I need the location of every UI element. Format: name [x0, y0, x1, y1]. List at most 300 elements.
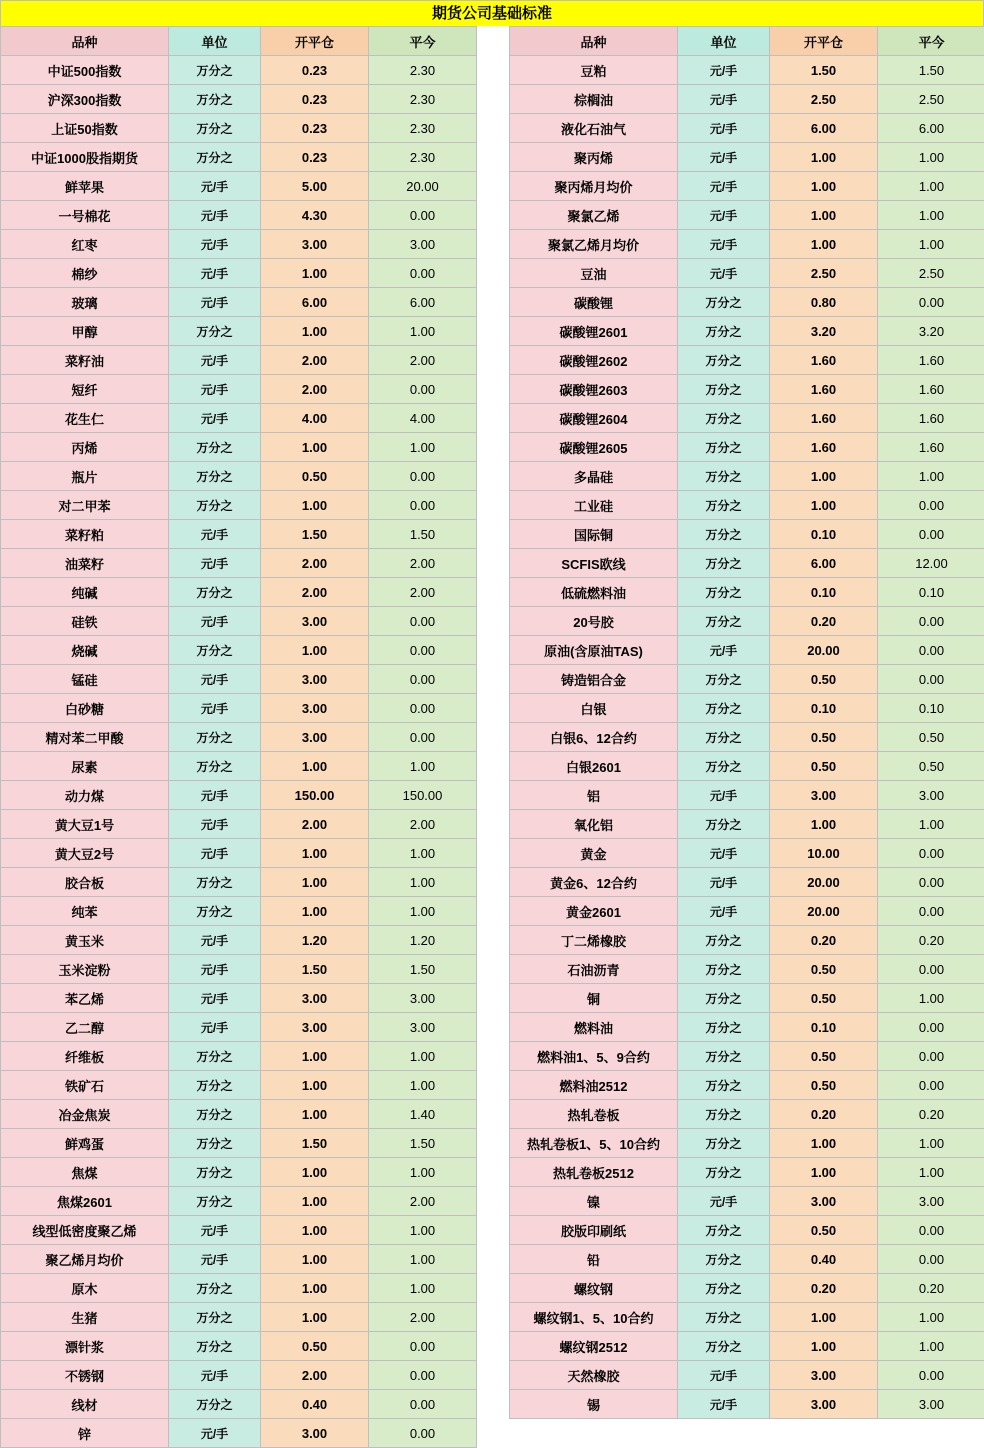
today-close-fee-cell: 0.00 [878, 520, 984, 549]
table-row [510, 172, 984, 201]
table-row [1, 607, 477, 636]
table-row [510, 1390, 984, 1419]
today-close-fee-cell: 0.00 [369, 694, 477, 723]
open-close-fee-cell: 0.10 [770, 578, 878, 607]
today-close-fee-cell: 2.00 [369, 810, 477, 839]
product-name-cell: 动力煤 [1, 781, 169, 810]
table-row [1, 404, 477, 433]
today-close-fee-cell: 1.00 [878, 1129, 984, 1158]
open-close-fee-cell: 0.50 [261, 1332, 369, 1361]
open-close-fee-cell: 1.00 [770, 143, 878, 172]
unit-cell: 万分之 [169, 56, 261, 85]
product-name-cell: 油菜籽 [1, 549, 169, 578]
unit-cell: 万分之 [169, 868, 261, 897]
table-row [1, 1303, 477, 1332]
open-close-fee-cell: 4.30 [261, 201, 369, 230]
product-name-cell: 镍 [510, 1187, 678, 1216]
unit-cell: 元/手 [169, 810, 261, 839]
table-row [1, 868, 477, 897]
open-close-fee-cell: 0.10 [770, 694, 878, 723]
product-name-cell: 原木 [1, 1274, 169, 1303]
open-close-fee-cell: 0.50 [770, 955, 878, 984]
unit-cell: 元/手 [169, 172, 261, 201]
unit-cell: 万分之 [678, 1013, 770, 1042]
open-close-fee-cell: 1.00 [261, 1274, 369, 1303]
open-close-fee-cell: 1.00 [770, 172, 878, 201]
table-row [1, 491, 477, 520]
product-name-cell: 聚丙烯 [510, 143, 678, 172]
table-row [510, 201, 984, 230]
table-row [1, 752, 477, 781]
today-close-fee-cell: 0.00 [369, 1332, 477, 1361]
today-close-fee-cell: 20.00 [369, 172, 477, 201]
open-close-fee-cell: 1.00 [261, 491, 369, 520]
product-name-cell: 丁二烯橡胶 [510, 926, 678, 955]
table-header-row [1, 27, 477, 56]
product-name-cell: 棕榈油 [510, 85, 678, 114]
table-row [510, 752, 984, 781]
open-close-fee-cell: 1.00 [261, 839, 369, 868]
open-close-fee-cell: 1.00 [261, 752, 369, 781]
open-close-fee-cell: 3.00 [261, 694, 369, 723]
table-row [1, 723, 477, 752]
unit-cell: 元/手 [169, 781, 261, 810]
product-name-cell: 聚氯乙烯月均价 [510, 230, 678, 259]
table-row [510, 984, 984, 1013]
today-close-fee-cell: 3.00 [878, 781, 984, 810]
product-name-cell: 锌 [1, 1419, 169, 1448]
unit-cell: 万分之 [678, 665, 770, 694]
unit-cell: 万分之 [678, 607, 770, 636]
product-name-cell: 碳酸锂2603 [510, 375, 678, 404]
today-close-fee-cell: 0.00 [369, 665, 477, 694]
today-close-fee-cell: 0.00 [369, 375, 477, 404]
table-row [510, 259, 984, 288]
open-close-fee-cell: 0.20 [770, 926, 878, 955]
product-name-cell: 铅 [510, 1245, 678, 1274]
table-row [510, 1187, 984, 1216]
unit-cell: 元/手 [169, 549, 261, 578]
today-close-fee-cell: 1.00 [369, 1158, 477, 1187]
table-row [510, 491, 984, 520]
table-row [510, 723, 984, 752]
product-name-cell: 黄大豆2号 [1, 839, 169, 868]
open-close-fee-cell: 3.00 [770, 1361, 878, 1390]
unit-cell: 元/手 [678, 114, 770, 143]
table-row [510, 839, 984, 868]
product-name-cell: 碳酸锂2602 [510, 346, 678, 375]
unit-cell: 万分之 [678, 1303, 770, 1332]
product-name-cell: 胶合板 [1, 868, 169, 897]
unit-cell: 元/手 [678, 839, 770, 868]
open-close-fee-cell: 1.00 [770, 1158, 878, 1187]
today-close-fee-cell: 0.00 [369, 636, 477, 665]
today-close-fee-cell: 0.00 [878, 839, 984, 868]
product-name-cell: 白银 [510, 694, 678, 723]
product-name-cell: 生猪 [1, 1303, 169, 1332]
open-close-fee-cell: 1.00 [770, 230, 878, 259]
unit-cell: 元/手 [169, 404, 261, 433]
open-close-fee-cell: 0.23 [261, 85, 369, 114]
today-close-fee-cell: 1.60 [878, 433, 984, 462]
product-name-cell: 低硫燃料油 [510, 578, 678, 607]
product-name-cell: 烧碱 [1, 636, 169, 665]
product-name-cell: 燃料油1、5、9合约 [510, 1042, 678, 1071]
product-name-cell: 碳酸锂 [510, 288, 678, 317]
open-close-fee-cell: 4.00 [261, 404, 369, 433]
product-name-cell: 菜籽油 [1, 346, 169, 375]
table-row [510, 665, 984, 694]
product-name-cell: 螺纹钢 [510, 1274, 678, 1303]
unit-cell: 元/手 [678, 1187, 770, 1216]
open-close-fee-cell: 1.00 [261, 1071, 369, 1100]
unit-cell: 万分之 [169, 1129, 261, 1158]
unit-cell: 万分之 [169, 1390, 261, 1419]
product-name-cell: 碳酸锂2601 [510, 317, 678, 346]
open-close-fee-cell: 3.00 [261, 984, 369, 1013]
tables-container [0, 26, 984, 1448]
table-row [1, 1245, 477, 1274]
open-close-fee-cell: 1.00 [261, 1216, 369, 1245]
product-name-cell: 国际铜 [510, 520, 678, 549]
today-close-fee-cell: 1.00 [369, 1071, 477, 1100]
table-row [1, 143, 477, 172]
table-row [1, 810, 477, 839]
today-close-fee-cell: 0.00 [878, 607, 984, 636]
open-close-fee-cell: 0.50 [770, 984, 878, 1013]
unit-cell: 元/手 [678, 1390, 770, 1419]
product-name-cell: 玻璃 [1, 288, 169, 317]
table-row [1, 346, 477, 375]
product-name-cell: 多晶硅 [510, 462, 678, 491]
unit-cell: 元/手 [169, 1419, 261, 1448]
unit-cell: 万分之 [678, 549, 770, 578]
unit-cell: 元/手 [678, 85, 770, 114]
unit-cell: 万分之 [169, 1042, 261, 1071]
today-close-fee-cell: 0.10 [878, 578, 984, 607]
today-close-fee-cell: 6.00 [369, 288, 477, 317]
column-header-open: 开平仓 [770, 27, 878, 56]
open-close-fee-cell: 5.00 [261, 172, 369, 201]
table-row [1, 926, 477, 955]
table-row [1, 114, 477, 143]
table-row [510, 810, 984, 839]
table-row [510, 549, 984, 578]
table-row [1, 636, 477, 665]
table-row [510, 230, 984, 259]
table-cell-empty [878, 1419, 984, 1448]
unit-cell: 元/手 [678, 868, 770, 897]
product-name-cell: 线材 [1, 1390, 169, 1419]
unit-cell: 万分之 [169, 578, 261, 607]
today-close-fee-cell: 0.00 [878, 955, 984, 984]
table-row [1, 694, 477, 723]
today-close-fee-cell: 1.00 [878, 1303, 984, 1332]
table-row [1, 375, 477, 404]
unit-cell: 元/手 [169, 346, 261, 375]
unit-cell: 元/手 [169, 1361, 261, 1390]
today-close-fee-cell: 0.00 [369, 1390, 477, 1419]
open-close-fee-cell: 3.00 [261, 1013, 369, 1042]
table-row [1, 1361, 477, 1390]
unit-cell: 万分之 [678, 1245, 770, 1274]
left-fee-table [0, 26, 477, 1448]
table-row [1, 462, 477, 491]
open-close-fee-cell: 1.00 [261, 868, 369, 897]
open-close-fee-cell: 0.50 [770, 752, 878, 781]
today-close-fee-cell: 1.00 [878, 462, 984, 491]
unit-cell: 万分之 [169, 491, 261, 520]
unit-cell: 万分之 [678, 375, 770, 404]
product-name-cell: 铸造铝合金 [510, 665, 678, 694]
table-row [1, 1187, 477, 1216]
today-close-fee-cell: 2.00 [369, 1303, 477, 1332]
product-name-cell: 沪深300指数 [1, 85, 169, 114]
unit-cell: 万分之 [169, 1332, 261, 1361]
column-header-close: 平今 [878, 27, 984, 56]
unit-cell: 万分之 [678, 578, 770, 607]
product-name-cell: 铜 [510, 984, 678, 1013]
today-close-fee-cell: 1.60 [878, 375, 984, 404]
today-close-fee-cell: 1.00 [369, 868, 477, 897]
table-row [1, 520, 477, 549]
open-close-fee-cell: 0.50 [770, 723, 878, 752]
table-row [1, 56, 477, 85]
table-row [1, 259, 477, 288]
product-name-cell: 硅铁 [1, 607, 169, 636]
today-close-fee-cell: 0.20 [878, 1100, 984, 1129]
open-close-fee-cell: 3.00 [770, 781, 878, 810]
today-close-fee-cell: 2.50 [878, 85, 984, 114]
today-close-fee-cell: 1.40 [369, 1100, 477, 1129]
table-row [1, 1129, 477, 1158]
product-name-cell: 线型低密度聚乙烯 [1, 1216, 169, 1245]
unit-cell: 元/手 [678, 781, 770, 810]
table-row [1, 1013, 477, 1042]
product-name-cell: 中证1000股指期货 [1, 143, 169, 172]
table-row [510, 317, 984, 346]
today-close-fee-cell: 0.20 [878, 926, 984, 955]
today-close-fee-cell: 0.00 [878, 491, 984, 520]
open-close-fee-cell: 1.00 [261, 433, 369, 462]
today-close-fee-cell: 0.00 [369, 259, 477, 288]
product-name-cell: 黄大豆1号 [1, 810, 169, 839]
table-row [510, 1303, 984, 1332]
today-close-fee-cell: 0.00 [369, 1361, 477, 1390]
open-close-fee-cell: 0.50 [261, 462, 369, 491]
today-close-fee-cell: 1.60 [878, 404, 984, 433]
today-close-fee-cell: 1.00 [369, 1274, 477, 1303]
column-header-open: 开平仓 [261, 27, 369, 56]
today-close-fee-cell: 0.00 [878, 1071, 984, 1100]
table-row [1, 1216, 477, 1245]
product-name-cell: 菜籽粕 [1, 520, 169, 549]
open-close-fee-cell: 1.00 [770, 491, 878, 520]
table-row [1, 1390, 477, 1419]
product-name-cell: 不锈钢 [1, 1361, 169, 1390]
today-close-fee-cell: 1.00 [878, 984, 984, 1013]
product-name-cell: 黄玉米 [1, 926, 169, 955]
unit-cell: 万分之 [678, 404, 770, 433]
unit-cell: 元/手 [678, 172, 770, 201]
table-row [1, 1332, 477, 1361]
today-close-fee-cell: 1.00 [369, 897, 477, 926]
product-name-cell: 燃料油 [510, 1013, 678, 1042]
open-close-fee-cell: 2.00 [261, 578, 369, 607]
open-close-fee-cell: 0.20 [770, 607, 878, 636]
table-row [510, 1361, 984, 1390]
product-name-cell: 20号胶 [510, 607, 678, 636]
unit-cell: 元/手 [169, 984, 261, 1013]
unit-cell: 万分之 [169, 1100, 261, 1129]
today-close-fee-cell: 1.50 [878, 56, 984, 85]
today-close-fee-cell: 1.00 [369, 839, 477, 868]
open-close-fee-cell: 6.00 [770, 549, 878, 578]
open-close-fee-cell: 1.50 [261, 1129, 369, 1158]
unit-cell: 元/手 [169, 694, 261, 723]
today-close-fee-cell: 2.50 [878, 259, 984, 288]
table-row [1, 549, 477, 578]
product-name-cell: 红枣 [1, 230, 169, 259]
product-name-cell: 棉纱 [1, 259, 169, 288]
today-close-fee-cell: 0.00 [878, 1361, 984, 1390]
unit-cell: 元/手 [678, 230, 770, 259]
unit-cell: 万分之 [169, 85, 261, 114]
today-close-fee-cell: 1.00 [878, 810, 984, 839]
product-name-cell: 白砂糖 [1, 694, 169, 723]
product-name-cell: 花生仁 [1, 404, 169, 433]
open-close-fee-cell: 2.00 [261, 1361, 369, 1390]
open-close-fee-cell: 0.23 [261, 56, 369, 85]
unit-cell: 元/手 [678, 143, 770, 172]
today-close-fee-cell: 1.00 [369, 1216, 477, 1245]
today-close-fee-cell: 3.00 [369, 230, 477, 259]
today-close-fee-cell: 0.50 [878, 752, 984, 781]
open-close-fee-cell: 2.50 [770, 85, 878, 114]
unit-cell: 万分之 [678, 810, 770, 839]
product-name-cell: 锡 [510, 1390, 678, 1419]
column-header-name: 品种 [1, 27, 169, 56]
page-title: 期货公司基础标准 [0, 0, 984, 26]
open-close-fee-cell: 0.23 [261, 143, 369, 172]
table-row [510, 897, 984, 926]
today-close-fee-cell: 3.00 [369, 1013, 477, 1042]
unit-cell: 元/手 [169, 259, 261, 288]
open-close-fee-cell: 1.20 [261, 926, 369, 955]
today-close-fee-cell: 1.50 [369, 955, 477, 984]
unit-cell: 元/手 [169, 955, 261, 984]
today-close-fee-cell: 0.00 [878, 1216, 984, 1245]
open-close-fee-cell: 0.50 [770, 1042, 878, 1071]
product-name-cell: 工业硅 [510, 491, 678, 520]
today-close-fee-cell: 2.00 [369, 578, 477, 607]
unit-cell: 万分之 [678, 1216, 770, 1245]
unit-cell: 万分之 [678, 520, 770, 549]
table-row [510, 346, 984, 375]
unit-cell: 万分之 [169, 462, 261, 491]
unit-cell: 元/手 [678, 201, 770, 230]
table-row [1, 1274, 477, 1303]
table-row [1, 201, 477, 230]
product-name-cell: 燃料油2512 [510, 1071, 678, 1100]
product-name-cell: 热轧卷板1、5、10合约 [510, 1129, 678, 1158]
unit-cell: 万分之 [169, 143, 261, 172]
today-close-fee-cell: 0.00 [878, 288, 984, 317]
unit-cell: 万分之 [678, 1100, 770, 1129]
unit-cell: 元/手 [169, 201, 261, 230]
today-close-fee-cell: 1.00 [369, 1042, 477, 1071]
open-close-fee-cell: 1.60 [770, 433, 878, 462]
table-row [1, 955, 477, 984]
unit-cell: 万分之 [169, 1158, 261, 1187]
product-name-cell: 白银6、12合约 [510, 723, 678, 752]
open-close-fee-cell: 2.00 [261, 346, 369, 375]
unit-cell: 万分之 [678, 752, 770, 781]
product-name-cell: 乙二醇 [1, 1013, 169, 1042]
open-close-fee-cell: 10.00 [770, 839, 878, 868]
open-close-fee-cell: 1.00 [261, 259, 369, 288]
unit-cell: 元/手 [678, 897, 770, 926]
product-name-cell: 苯乙烯 [1, 984, 169, 1013]
table-row [510, 1332, 984, 1361]
unit-cell: 元/手 [169, 1216, 261, 1245]
open-close-fee-cell: 1.00 [261, 636, 369, 665]
product-name-cell: 石油沥青 [510, 955, 678, 984]
table-row [1, 1419, 477, 1448]
unit-cell: 万分之 [678, 694, 770, 723]
open-close-fee-cell: 0.10 [770, 1013, 878, 1042]
today-close-fee-cell: 1.00 [878, 172, 984, 201]
product-name-cell: 鲜苹果 [1, 172, 169, 201]
unit-cell: 万分之 [678, 955, 770, 984]
open-close-fee-cell: 1.00 [770, 1303, 878, 1332]
today-close-fee-cell: 2.30 [369, 56, 477, 85]
today-close-fee-cell: 2.30 [369, 143, 477, 172]
open-close-fee-cell: 0.50 [770, 1071, 878, 1100]
today-close-fee-cell: 0.00 [878, 665, 984, 694]
table-row [510, 694, 984, 723]
unit-cell: 万分之 [678, 1129, 770, 1158]
today-close-fee-cell: 2.00 [369, 549, 477, 578]
open-close-fee-cell: 1.00 [261, 317, 369, 346]
table-row [1, 1100, 477, 1129]
table-row [1, 1158, 477, 1187]
unit-cell: 万分之 [169, 752, 261, 781]
today-close-fee-cell: 3.00 [878, 1187, 984, 1216]
open-close-fee-cell: 1.50 [261, 955, 369, 984]
product-name-cell: 豆粕 [510, 56, 678, 85]
unit-cell: 元/手 [169, 375, 261, 404]
today-close-fee-cell: 3.20 [878, 317, 984, 346]
today-close-fee-cell: 0.00 [369, 491, 477, 520]
today-close-fee-cell: 150.00 [369, 781, 477, 810]
open-close-fee-cell: 0.80 [770, 288, 878, 317]
table-row [1, 897, 477, 926]
product-name-cell: 碳酸锂2604 [510, 404, 678, 433]
table-row [1, 1071, 477, 1100]
right-fee-table [509, 26, 984, 1448]
product-name-cell: 黄金2601 [510, 897, 678, 926]
table-row [510, 1158, 984, 1187]
unit-cell: 万分之 [678, 346, 770, 375]
table-row [510, 1216, 984, 1245]
table-row-empty [510, 1419, 984, 1448]
unit-cell: 万分之 [678, 1071, 770, 1100]
unit-cell: 万分之 [169, 897, 261, 926]
unit-cell: 万分之 [169, 1274, 261, 1303]
product-name-cell: 丙烯 [1, 433, 169, 462]
open-close-fee-cell: 2.00 [261, 810, 369, 839]
